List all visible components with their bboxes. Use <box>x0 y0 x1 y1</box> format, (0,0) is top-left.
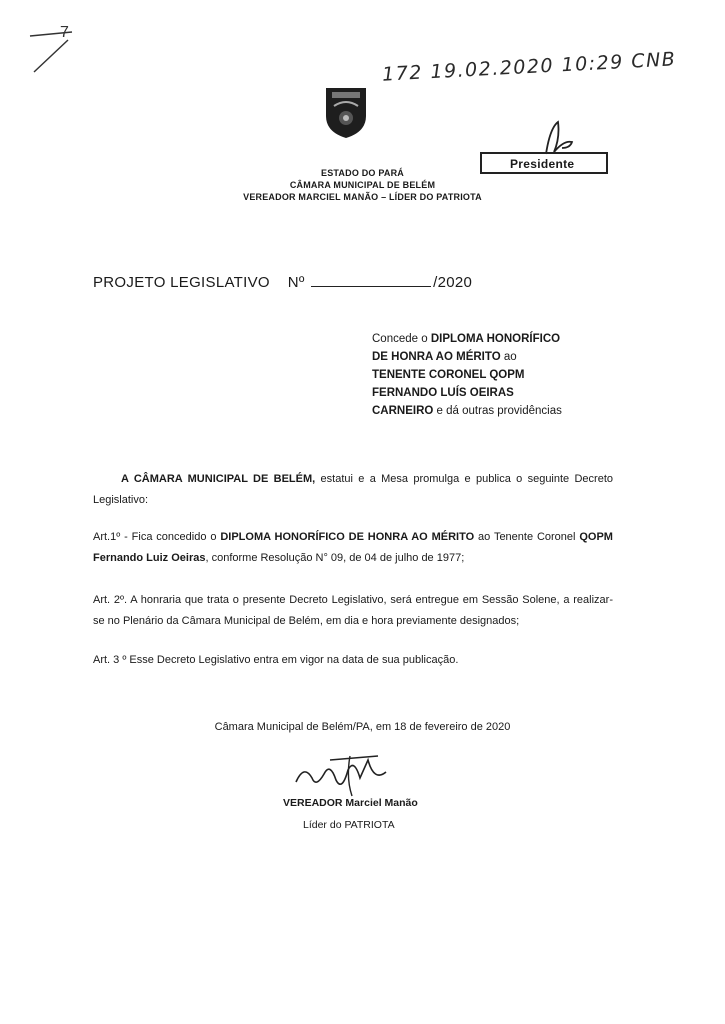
corner-mark-strokes <box>28 30 88 80</box>
project-number-blank <box>311 274 431 287</box>
ementa-prefix: Concede o <box>372 333 428 345</box>
article-1-suffix: , conforme Resolução N° 09, de 04 de julho de 1977; <box>205 552 465 564</box>
president-stamp-label: Presidente <box>510 157 575 171</box>
preamble <box>93 469 613 511</box>
signature-name: VEREADOR Marciel Manão <box>283 797 418 809</box>
project-number-prefix: Nº <box>287 274 305 291</box>
article-1-honoree: QOPM Fernando Luiz Oeiras <box>93 531 613 564</box>
coat-of-arms-emblem <box>322 84 370 140</box>
header-state: ESTADO DO PARÁ <box>321 168 404 178</box>
ementa-honoree: TENENTE CORONEL QOPM FERNANDO LUÍS OEIRAS CARNEIRO <box>372 369 525 417</box>
project-label: PROJETO LEGISLATIVO <box>93 274 270 291</box>
header-chamber: CÂMARA MUNICIPAL DE BELÉM <box>289 180 436 190</box>
article-3: Art. 3 º Esse Decreto Legislativo entra em vigor na data de sua publicação. <box>93 654 459 666</box>
article-1-prefix: Art.1º - Fica concedido o <box>93 531 217 543</box>
corner-mark <box>28 24 88 80</box>
article-2: Art. 2º. A honraria que trata o presente Decreto Legislativo, será entregue em Sessão Solene, a realizar-se no Plenário da Câmara Municipal de Belém, em dia e hora previamente designados; <box>93 594 613 627</box>
corner-mark-text: 7 <box>60 24 69 41</box>
ementa-mid: ao <box>503 351 517 363</box>
place-date: Câmara Municipal de Belém/PA, em 18 de fevereiro de 2020 <box>214 721 511 733</box>
article-1-mid: ao Tenente Coronel <box>478 531 576 543</box>
article-1 <box>93 527 613 569</box>
header-councilor: VEREADOR MARCIEL MANÃO – LÍDER DO PATRIOTA <box>243 192 482 202</box>
protocol-stamp: 172 19.02.2020 10:29 CNB <box>381 48 677 86</box>
councilor-signature <box>290 752 400 802</box>
project-title <box>93 274 472 291</box>
ementa <box>372 330 572 420</box>
project-year: /2020 <box>433 274 473 291</box>
signature-role: Líder do PATRIOTA <box>303 819 395 831</box>
ementa-suffix: e dá outras providências <box>436 405 562 417</box>
article-1-diploma: DIPLOMA HONORÍFICO DE HONRA AO MÉRITO <box>220 531 475 543</box>
preamble-text: estatui e a Mesa promulga e publica o seguinte Decreto Legislativo: <box>93 473 614 506</box>
preamble-bold: A CÂMARA MUNICIPAL DE BELÉM, <box>121 473 316 485</box>
shield-icon <box>322 84 370 140</box>
ementa-diploma: DIPLOMA HONORÍFICO DE HONRA AO MÉRITO <box>372 333 561 363</box>
